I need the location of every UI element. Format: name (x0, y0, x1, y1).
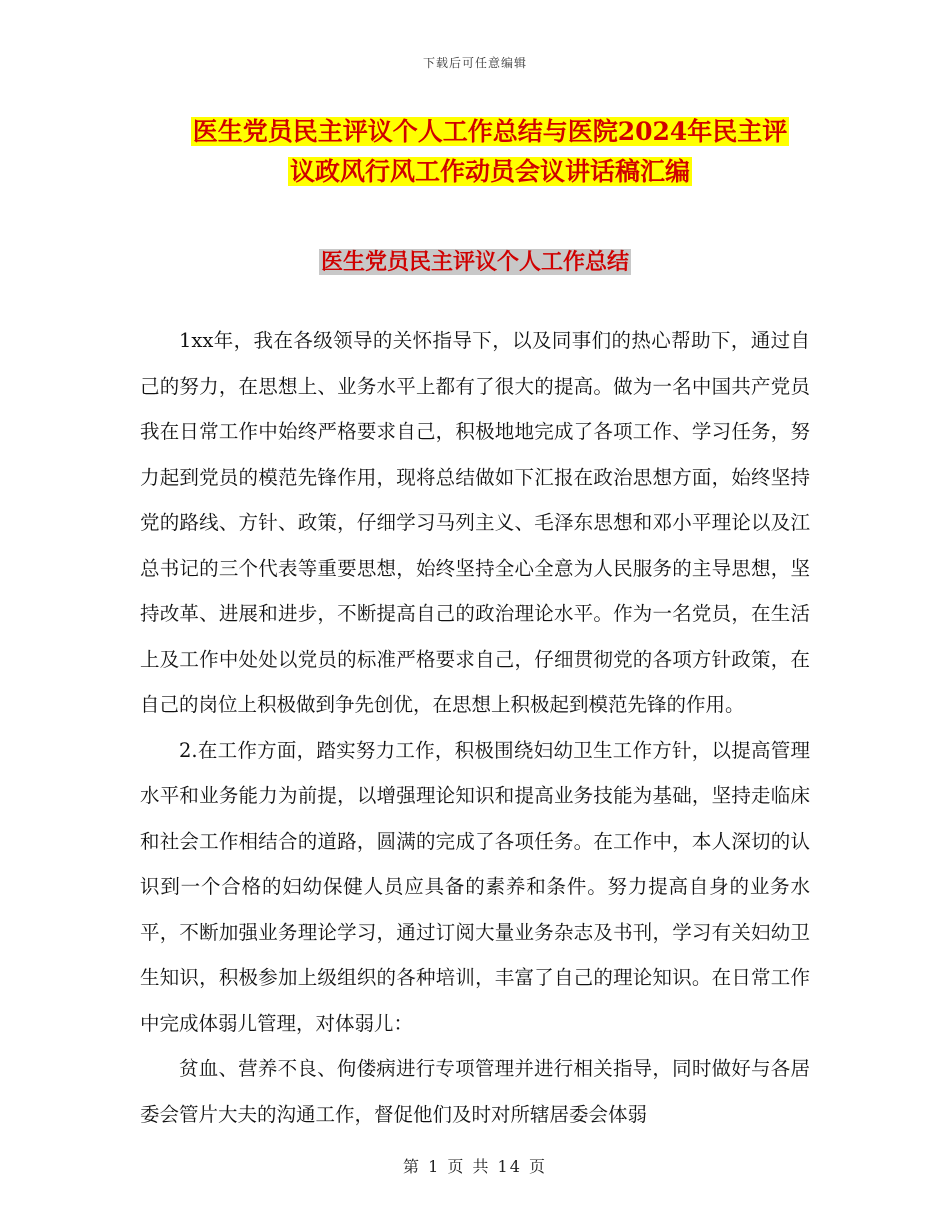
paragraph: 1xx年，我在各级领导的关怀指导下，以及同事们的热心帮助下，通过自己的努力，在思想上、业务水平上都有了很大的提高。做为一名中国共产党员我在日常工作中始终严格要求自己，积极地地完成了各项工作、学习任务，努力起到党员的模范先锋作用，现将总结做如下汇报在政治思想方面，始终坚持党的路线、方针、政策，仔细学习马列主义、毛泽东思想和邓小平理论以及江总书记的三个代表等重要思想，始终坚持全心全意为人民服务的主导思想，坚持改革、进展和进步，不断提高自己的政治理论水平。作为一名党员，在生活上及工作中处处以党员的标准严格要求自己，仔细贯彻党的各项方针政策，在自己的岗位上积极做到争先创优，在思想上积极起到模范先锋的作用。 (140, 329, 810, 716)
section-heading (0, 244, 950, 280)
paragraph: 2.在工作方面，踏实努力工作，积极围绕妇幼卫生工作方针，以提高管理水平和业务能力为前提，以增强理论知识和提高业务技能为基础，坚持走临床和社会工作相结合的道路，圆满的完成了各项任务。在工作中，本人深切的认识到一个合格的妇幼保健人员应具备的素养和条件。努力提高自身的业务水平，不断加强业务理论学习，通过订阅大量业务杂志及书刊，学习有关妇幼卫生知识，积极参加上级组织的各种培训，丰富了自己的理论知识。在日常工作中完成体弱儿管理，对体弱儿： (140, 738, 810, 1035)
title-line-1 (140, 112, 840, 152)
section-heading-text: 医生党员民主评议个人工作总结 (320, 249, 629, 275)
title-line-1-text: 医生党员民主评议个人工作总结与医院2024年民主评 (192, 117, 788, 146)
page-number-footer: 第 1 页 共 14 页 (403, 1157, 547, 1176)
document-title (140, 112, 840, 192)
title-line-2-text: 议政风行风工作动员会议讲话稿汇编 (289, 157, 690, 186)
paragraph: 贫血、营养不良、佝偻病进行专项管理并进行相关指导，同时做好与各居委会管片大夫的沟通工作，督促他们及时对所辖居委会体弱 (140, 1057, 810, 1126)
title-line-2 (140, 152, 840, 192)
header-note: 下载后可任意编辑 (422, 56, 527, 70)
body-text (140, 318, 810, 1137)
